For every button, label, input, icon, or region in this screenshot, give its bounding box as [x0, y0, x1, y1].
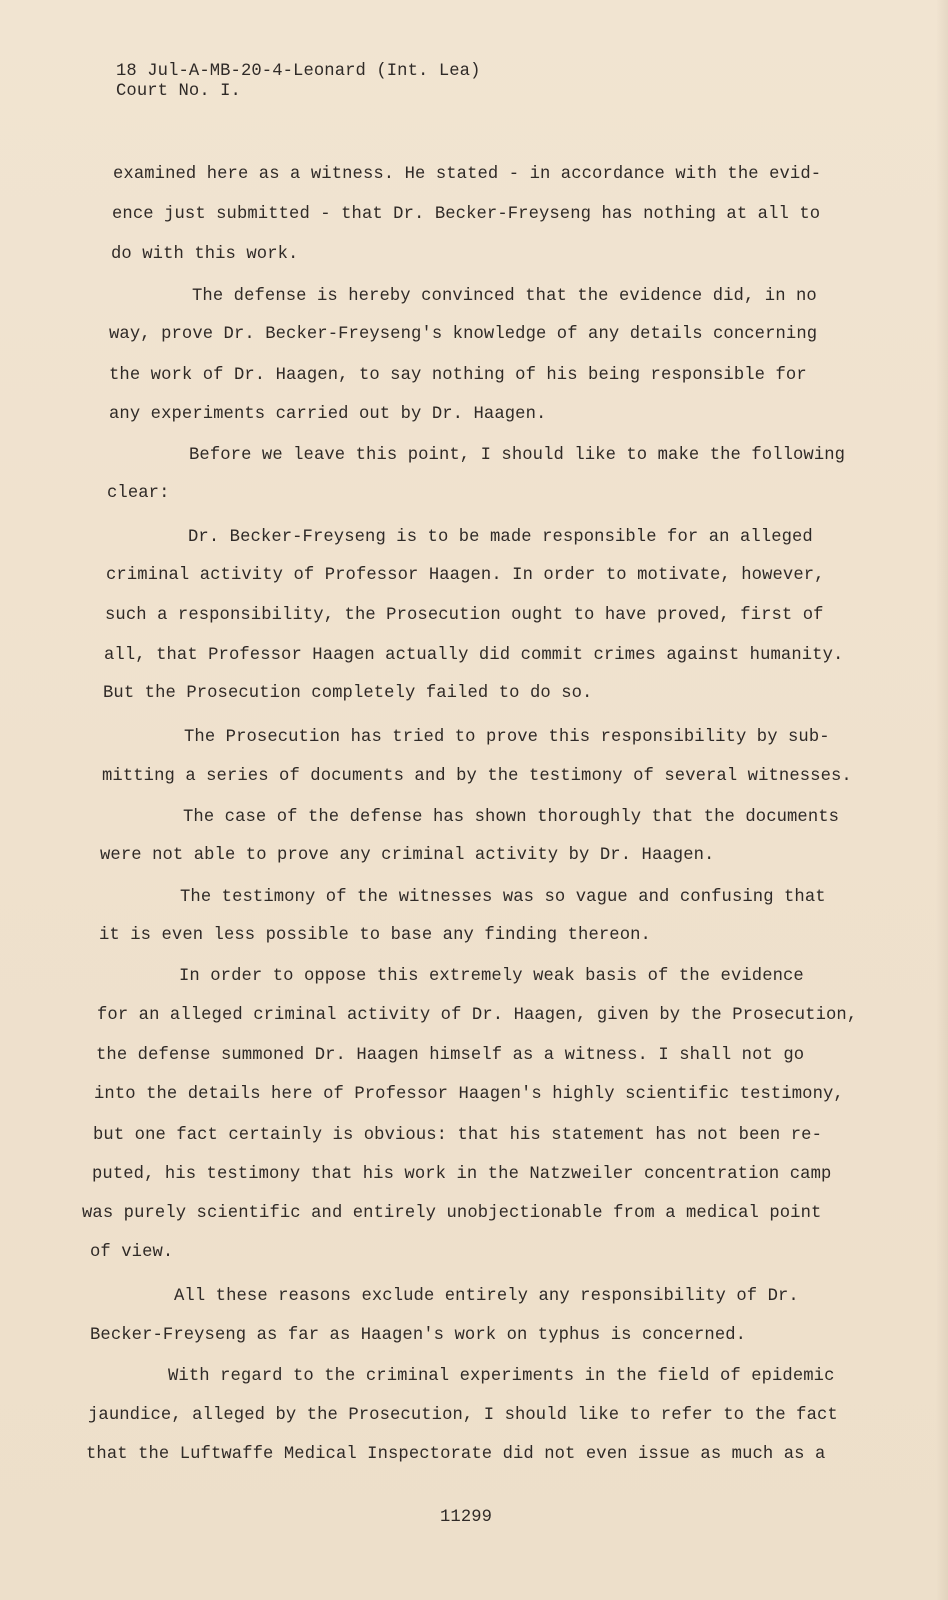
body-line: were not able to prove any criminal activity by Dr. Haagen.: [100, 846, 715, 865]
header-court: Court No. I.: [116, 82, 241, 101]
body-line: mitting a series of documents and by the testimony of several witnesses.: [102, 767, 852, 786]
header-reference: 18 Jul-A-MB-20-4-Leonard (Int. Lea): [116, 62, 481, 81]
page-edge-shadow: [936, 0, 948, 1600]
body-line: of view.: [90, 1243, 174, 1262]
body-line: The case of the defense has shown thoroughly that the documents: [183, 808, 840, 827]
body-line: do with this work.: [111, 245, 299, 264]
body-line: The Prosecution has tried to prove this responsibility by sub-: [184, 728, 830, 747]
body-line: into the details here of Professor Haagen's highly scientific testimony,: [94, 1085, 844, 1104]
body-line: it is even less possible to base any finding thereon.: [99, 926, 651, 945]
body-line: jaundice, alleged by the Prosecution, I should like to refer to the fact: [88, 1406, 838, 1425]
body-line: puted, his testimony that his work in the Natzweiler concentration camp: [92, 1165, 832, 1184]
page-number: 11299: [440, 1508, 493, 1527]
body-line: way, prove Dr. Becker-Freyseng's knowledge of any details concerning: [109, 325, 818, 344]
body-line: But the Prosecution completely failed to do so.: [103, 684, 593, 703]
body-line: Becker-Freyseng as far as Haagen's work on typhus is concerned.: [90, 1326, 747, 1345]
body-line: The testimony of the witnesses was so vague and confusing that: [180, 888, 826, 907]
body-line: Dr. Becker-Freyseng is to be made responsible for an alleged: [188, 528, 813, 547]
body-line: clear:: [107, 484, 170, 503]
body-line: Before we leave this point, I should like to make the following: [189, 446, 846, 465]
body-line: the defense summoned Dr. Haagen himself as a witness. I shall not go: [96, 1046, 805, 1065]
body-line: In order to oppose this extremely weak basis of the evidence: [179, 967, 804, 986]
body-line: ence just submitted - that Dr. Becker-Freyseng has nothing at all to: [112, 205, 821, 224]
body-line: The defense is hereby convinced that the evidence did, in no: [192, 287, 817, 306]
body-line: but one fact certainly is obvious: that his statement has not been re-: [93, 1126, 822, 1145]
body-line: for an alleged criminal activity of Dr. Haagen, given by the Prosecution,: [97, 1006, 858, 1025]
body-line: criminal activity of Professor Haagen. In order to motivate, however,: [106, 566, 825, 585]
body-line: that the Luftwaffe Medical Inspectorate did not even issue as much as a: [86, 1445, 826, 1464]
body-line: was purely scientific and entirely unobjectionable from a medical point: [82, 1204, 822, 1223]
body-line: any experiments carried out by Dr. Haagen.: [109, 405, 547, 424]
body-line: With regard to the criminal experiments in the field of epidemic: [168, 1367, 835, 1386]
body-line: All these reasons exclude entirely any responsibility of Dr.: [174, 1287, 799, 1306]
body-line: the work of Dr. Haagen, to say nothing of his being responsible for: [109, 366, 807, 385]
body-line: such a responsibility, the Prosecution ought to have proved, first of: [105, 606, 824, 625]
body-line: all, that Professor Haagen actually did commit crimes against humanity.: [104, 646, 844, 665]
body-line: examined here as a witness. He stated - in accordance with the evid-: [113, 165, 822, 184]
